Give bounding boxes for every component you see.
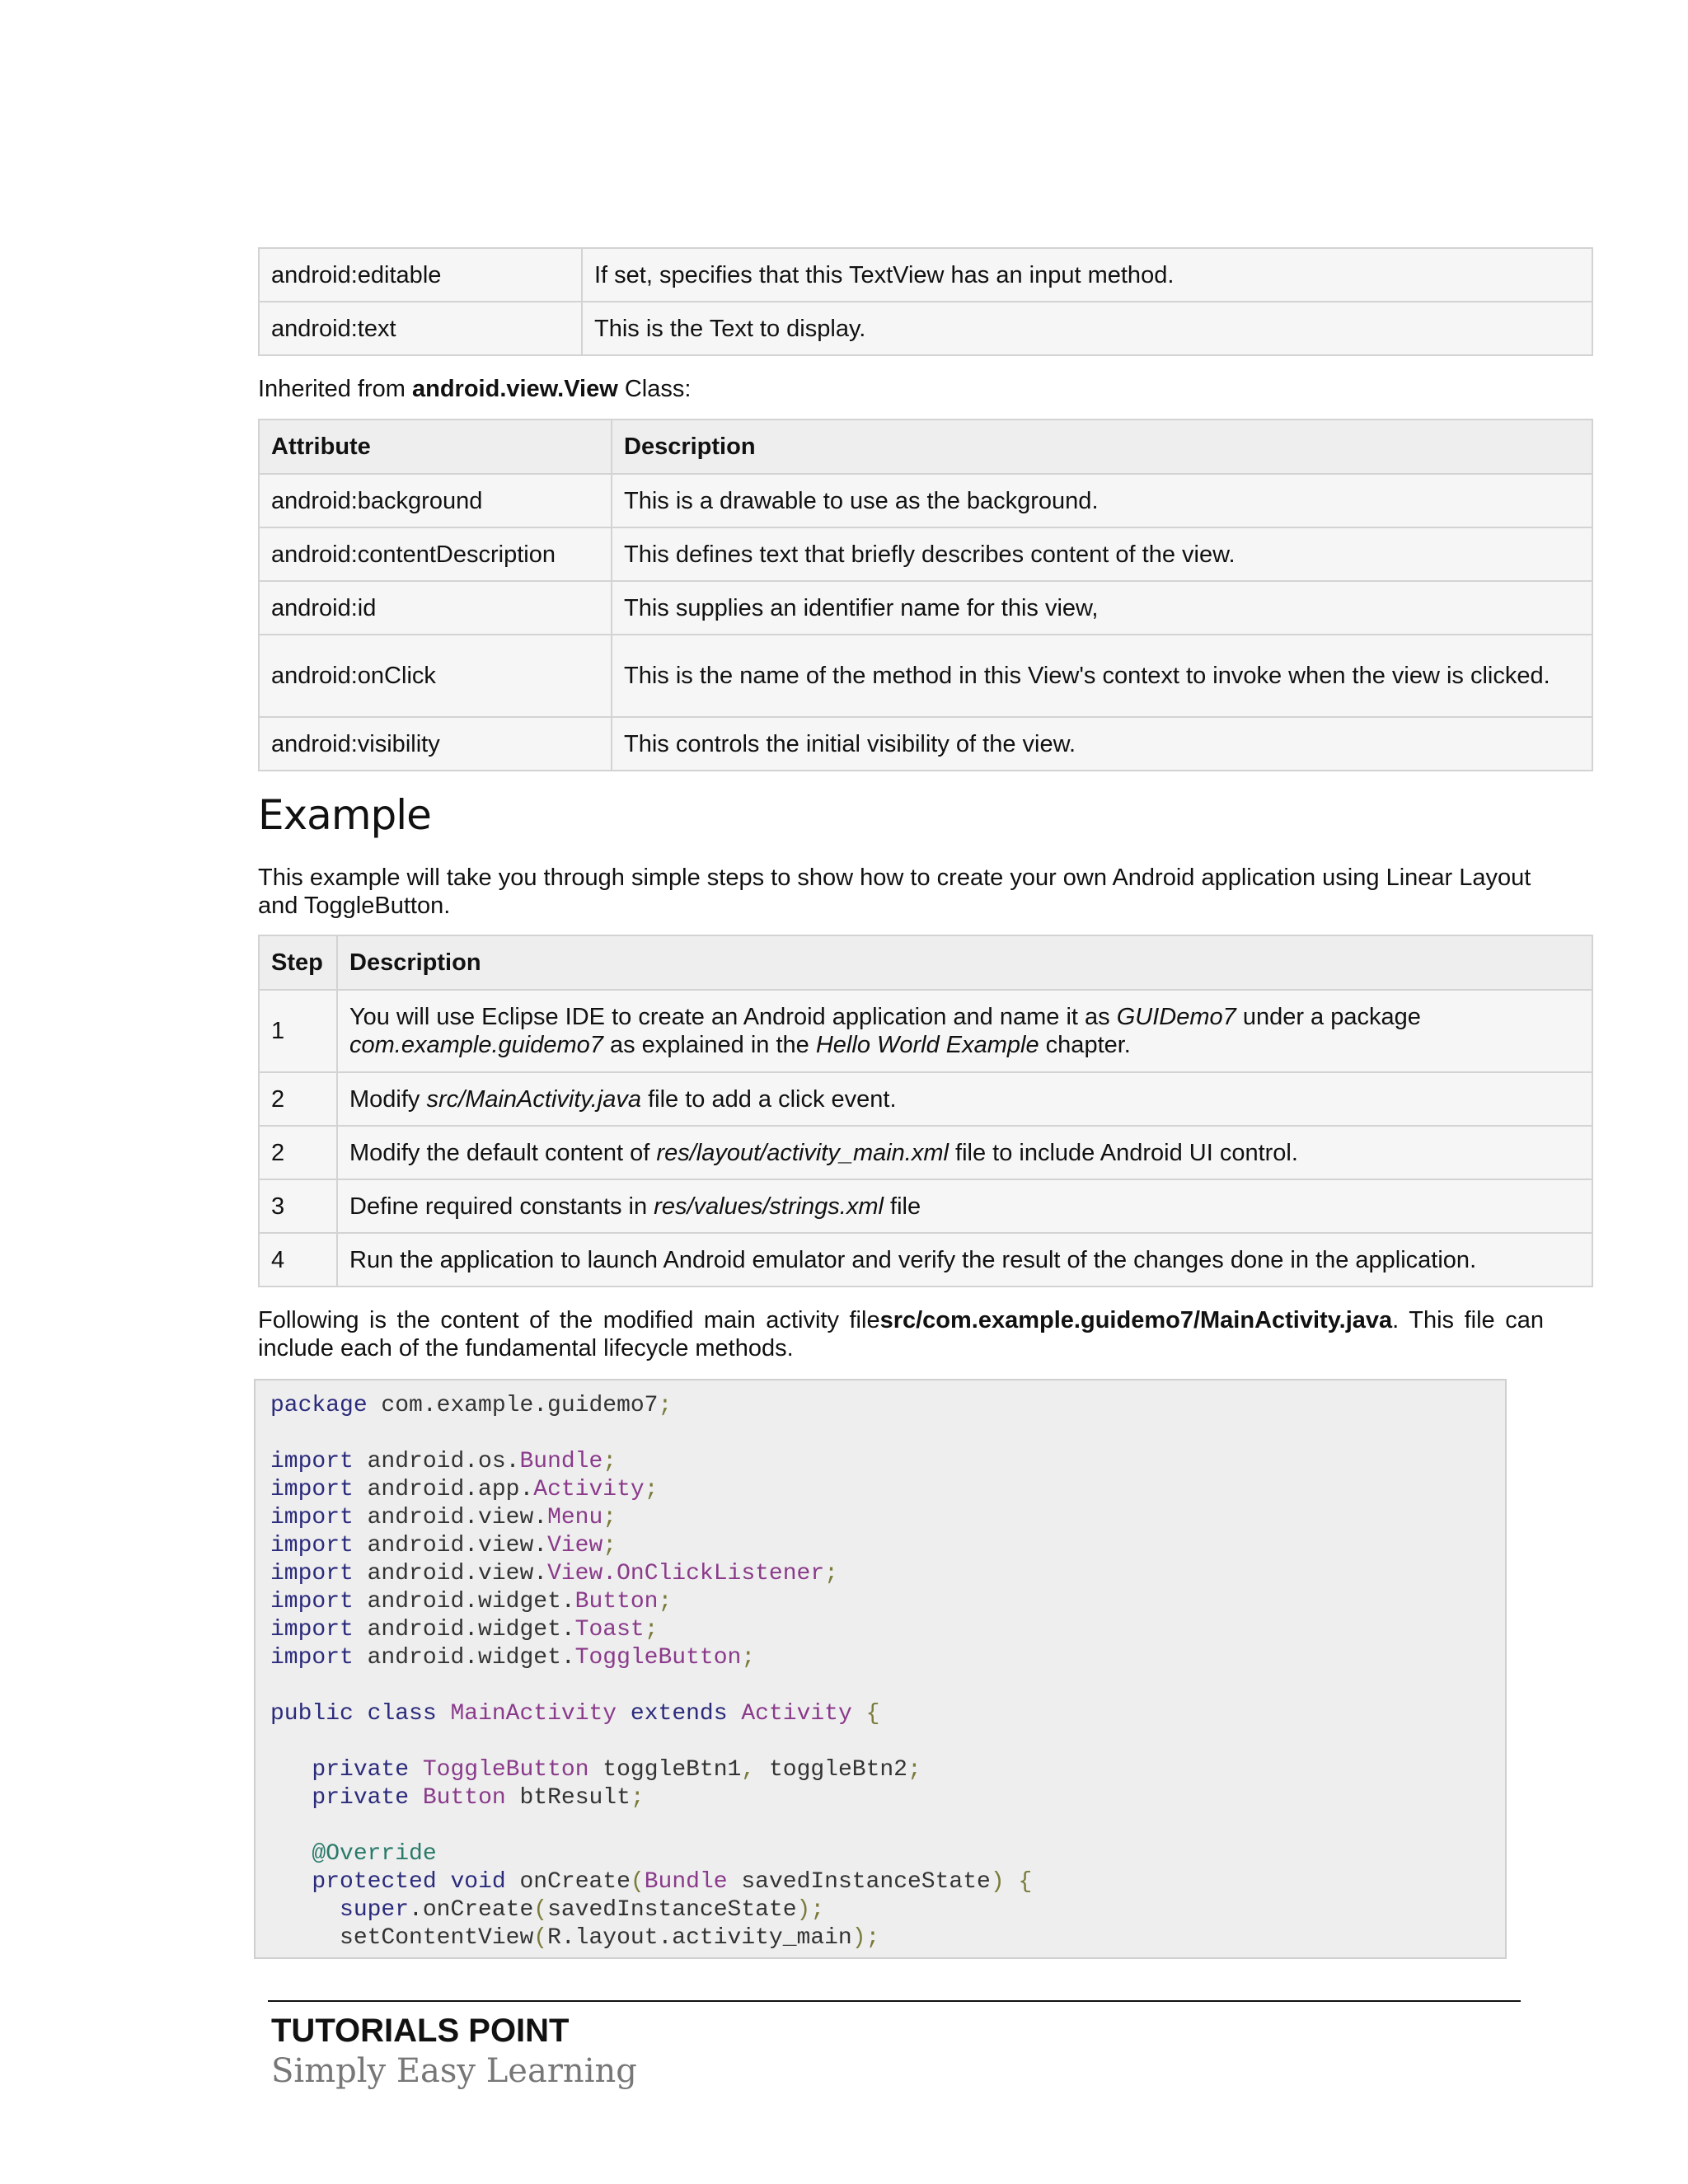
table-row <box>259 302 1592 355</box>
step-number-cell: 4 <box>259 1233 337 1286</box>
footer-divider <box>268 2000 1521 2002</box>
table-row <box>259 1179 1592 1233</box>
code-block: package com.example.guidemo7; import android.os.Bundle; import android.app.Activity; import android.view.Menu; import android.view.View; import android.view.View.OnClickListener; import android.widget.Button; import android.widget.Toast; import android.widget.ToggleButton; public class MainActivity extends Activity { private ToggleButton toggleBtn1, toggleBtn2; private Button btResult; @Override protected void onCreate(Bundle savedInstanceState) { super.onCreate(savedInstanceState); setContentView(R.layout.activity_main); <box>254 1379 1507 1959</box>
step-number-cell: 3 <box>259 1179 337 1233</box>
footer-tagline: Simply Easy Learning <box>271 2052 637 2090</box>
description-cell: This supplies an identifier name for this view, <box>612 581 1592 635</box>
column-header-attribute: Attribute <box>259 419 612 474</box>
step-description-cell: Run the application to launch Android emulator and verify the result of the changes done in the application. <box>337 1233 1592 1286</box>
step-number-cell: 2 <box>259 1072 337 1126</box>
table-row <box>259 990 1592 1072</box>
step-number-cell: 2 <box>259 1126 337 1179</box>
table-header-row <box>259 935 1592 990</box>
column-header-description: Description <box>337 935 1592 990</box>
view-attributes-table <box>258 419 1593 771</box>
description-cell: This controls the initial visibility of the view. <box>612 717 1592 771</box>
following-paragraph: Following is the content of the modified main activity filesrc/com.example.guidemo7/MainActivity.java. This file can include each of the fundamental lifecycle methods. <box>258 1307 1544 1361</box>
column-header-description: Description <box>612 419 1592 474</box>
footer-brand: TUTORIALS POINT <box>271 2013 570 2049</box>
attribute-cell: android:editable <box>259 248 582 302</box>
step-number-cell: 1 <box>259 990 337 1072</box>
file-path: src/com.example.guidemo7/MainActivity.java <box>879 1307 1393 1333</box>
description-cell: This defines text that briefly describes content of the view. <box>612 527 1592 581</box>
attribute-cell: android:contentDescription <box>259 527 612 581</box>
section-heading-example: Example <box>258 791 431 839</box>
attribute-cell: android:onClick <box>259 635 612 717</box>
table-row <box>259 581 1592 635</box>
table-header-row <box>259 419 1592 474</box>
column-header-step: Step <box>259 935 337 990</box>
table-row <box>259 474 1592 527</box>
description-cell: This is the name of the method in this View's context to invoke when the view is clicked. <box>612 635 1592 717</box>
example-intro-paragraph: This example will take you through simple steps to show how to create your own Android application using Linear Layout and ToggleButton. <box>258 865 1531 919</box>
step-description-cell: Define required constants in res/values/strings.xml file <box>337 1179 1592 1233</box>
step-description-cell: Modify the default content of res/layout/activity_main.xml file to include Android UI control. <box>337 1126 1592 1179</box>
attribute-cell: android:text <box>259 302 582 355</box>
table-row <box>259 1072 1592 1126</box>
description-cell: This is the Text to display. <box>582 302 1592 355</box>
attribute-cell: android:background <box>259 474 612 527</box>
attribute-cell: android:id <box>259 581 612 635</box>
step-description-cell: You will use Eclipse IDE to create an Android application and name it as GUIDemo7 under a package com.example.guidemo7 as explained in the Hello World Example chapter. <box>337 990 1592 1072</box>
table-row <box>259 635 1592 717</box>
steps-table <box>258 935 1593 1287</box>
table-row <box>259 248 1592 302</box>
attribute-cell: android:visibility <box>259 717 612 771</box>
textview-attributes-table-continued <box>258 247 1593 356</box>
table-row <box>259 527 1592 581</box>
description-cell: This is a drawable to use as the background. <box>612 474 1592 527</box>
table-row <box>259 1126 1592 1179</box>
table-row <box>259 717 1592 771</box>
inherited-from-paragraph: Inherited from android.view.View Class: <box>258 376 692 402</box>
description-cell: If set, specifies that this TextView has an input method. <box>582 248 1592 302</box>
step-description-cell: Modify src/MainActivity.java file to add a click event. <box>337 1072 1592 1126</box>
table-row <box>259 1233 1592 1286</box>
inherited-class-name: android.view.View <box>411 376 618 402</box>
